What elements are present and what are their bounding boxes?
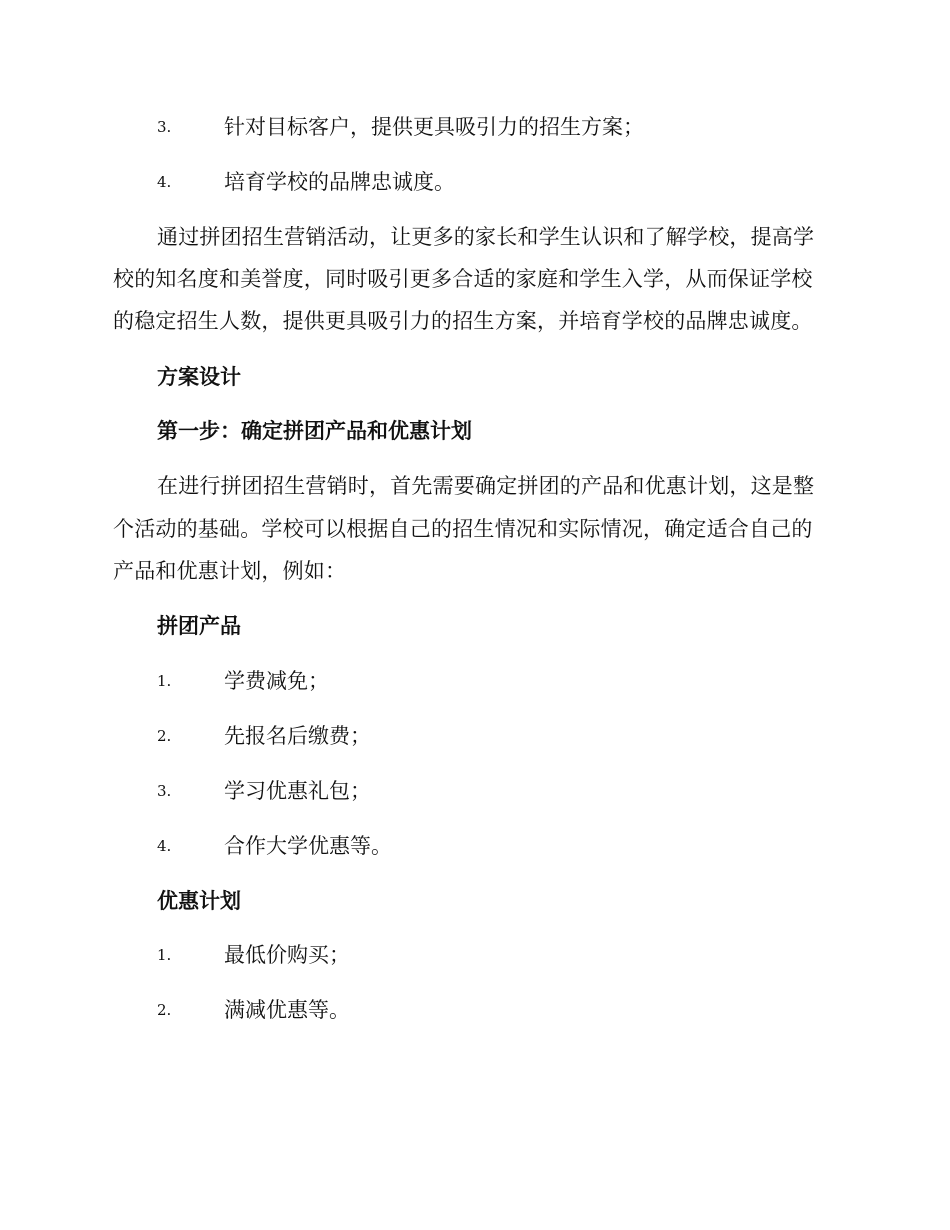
paragraph-line: 在进行拼团招生营销时，首先需要确定拼团的产品和优惠计划，这是整 xyxy=(157,474,815,498)
list-number: 1. xyxy=(157,946,172,964)
list-text: 学费减免； xyxy=(224,669,329,693)
list-text: 先报名后缴费； xyxy=(224,724,371,748)
list-text: 培育学校的品牌忠诚度。 xyxy=(224,170,455,194)
list-text: 满减优惠等。 xyxy=(224,998,350,1022)
section-heading-plan: 方案设计 xyxy=(157,364,241,389)
list-number: 2. xyxy=(157,1001,172,1019)
list-text: 针对目标客户，提供更具吸引力的招生方案； xyxy=(224,115,644,139)
section-heading-step1: 第一步：确定拼团产品和优惠计划 xyxy=(157,418,472,443)
list-number: 4. xyxy=(157,173,172,191)
list-text: 合作大学优惠等。 xyxy=(224,834,392,858)
list-text: 最低价购买； xyxy=(224,943,350,967)
paragraph-line: 校的知名度和美誉度，同时吸引更多合适的家庭和学生入学，从而保证学校 xyxy=(113,267,813,291)
list-number: 3. xyxy=(157,782,172,800)
list-text: 学习优惠礼包； xyxy=(224,779,371,803)
section-heading-offers: 优惠计划 xyxy=(157,888,241,913)
paragraph-line: 产品和优惠计划，例如： xyxy=(113,559,347,583)
list-number: 1. xyxy=(157,672,172,690)
list-number: 2. xyxy=(157,727,172,745)
section-heading-products: 拼团产品 xyxy=(157,613,241,638)
paragraph-line: 的稳定招生人数，提供更具吸引力的招生方案，并培育学校的品牌忠诚度。 xyxy=(113,309,813,333)
list-number: 3. xyxy=(157,118,172,136)
paragraph-line: 个活动的基础。学校可以根据自己的招生情况和实际情况，确定适合自己的 xyxy=(113,517,813,541)
paragraph-line: 通过拼团招生营销活动，让更多的家长和学生认识和了解学校，提高学 xyxy=(157,225,815,249)
list-number: 4. xyxy=(157,837,172,855)
